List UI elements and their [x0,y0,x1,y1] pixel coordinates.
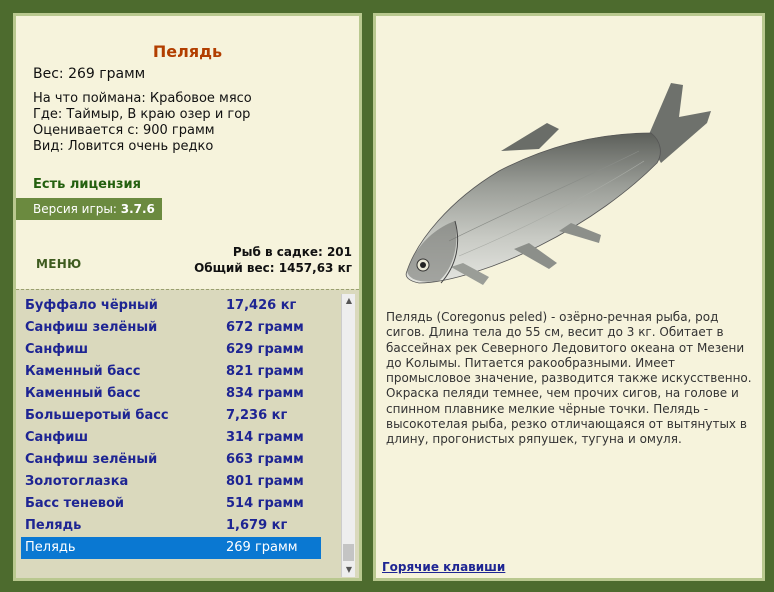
version-label: Версия игры: [33,202,117,216]
catch-weight: 672 грамм [226,320,304,335]
catch-weight: 17,426 кг [226,298,297,313]
list-item[interactable] [21,515,321,537]
catch-name: Каменный басс [25,386,141,401]
catch-weight: 269 грамм [226,540,298,555]
fish-description: Пелядь (Coregonus peled) - озёрно-речная рыба, род сигов. Длина тела до 55 см, весит до 3 кг. Обитает в бассейнах рек Северного Ледовитого океана от Мезени до Колымы. Питается ракообразными. Имеет промысловое значение, разводится также искусственно. Окраска пеляди темнее, чем прочих сигов, на голове и спинном плавнике мелкие чёрные точки. Пелядь - высокотелая рыба, резко отличающаяся от вытянутых в длину, прогонистых ряпушек, тугуна и омуля. [386,310,752,447]
list-item[interactable] [21,493,321,515]
catch-name: Пелядь [25,540,76,555]
fish-title: Пелядь [152,42,223,61]
catch-list [16,289,359,578]
catch-weight: 7,236 кг [226,408,288,423]
catch-weight: 314 грамм [226,430,304,445]
list-scrollbar[interactable] [341,294,355,577]
list-item[interactable] [21,295,321,317]
catch-weight: 801 грамм [226,474,304,489]
menu-button[interactable]: МЕНЮ [36,257,82,271]
catch-weight: 514 грамм [226,496,304,511]
catch-name: Пелядь [25,518,82,533]
fish-image [389,71,759,303]
catch-weight: 821 грамм [226,364,304,379]
catch-name: Басс теневой [25,496,125,511]
scroll-thumb[interactable] [343,544,354,561]
list-item[interactable] [21,383,321,405]
catch-name: Санфиш зелёный [25,320,158,335]
catch-name: Золотоглазка [25,474,129,489]
catch-name: Буффало чёрный [25,298,158,313]
scroll-down-icon[interactable]: ▼ [345,565,353,574]
fish-weight: Вес: 269 грамм [33,66,146,82]
hotkeys-link[interactable]: Горячие клавиши [382,560,506,574]
fish-info-panel [13,13,362,581]
list-item[interactable] [21,317,321,339]
version-bar [16,198,162,220]
catch-name: Санфиш [25,430,89,445]
catch-weight: 1,679 кг [226,518,288,533]
scroll-up-icon[interactable]: ▲ [345,296,353,305]
catch-name: Санфиш [25,342,89,357]
license-status: Есть лицензия [33,177,141,192]
keep-count: Рыб в садке: 201 [232,245,352,259]
keep-summary [194,244,352,276]
list-item[interactable] [21,361,321,383]
catch-weight: 834 грамм [226,386,304,401]
fish-detail-panel [373,13,765,581]
catch-name: Каменный басс [25,364,141,379]
fish-value: Оценивается с: 900 грамм [33,123,215,138]
list-item[interactable] [21,405,321,427]
list-item[interactable] [21,339,321,361]
catch-weight: 663 грамм [226,452,304,467]
fish-bait: На что поймана: Крабовое мясо [33,91,252,106]
list-item-selected[interactable] [21,537,321,559]
list-item[interactable] [21,449,321,471]
catch-weight: 629 грамм [226,342,304,357]
catch-name: Большеротый басс [25,408,169,423]
fish-kind: Вид: Ловится очень редко [33,139,214,154]
fish-location: Где: Таймыр, В краю озер и гор [33,107,251,122]
version-number: 3.7.6 [120,202,155,216]
catch-name: Санфиш зелёный [25,452,158,467]
list-item[interactable] [21,471,321,493]
keep-total-weight: Общий вес: 1457,63 кг [194,261,352,275]
list-item[interactable] [21,427,321,449]
